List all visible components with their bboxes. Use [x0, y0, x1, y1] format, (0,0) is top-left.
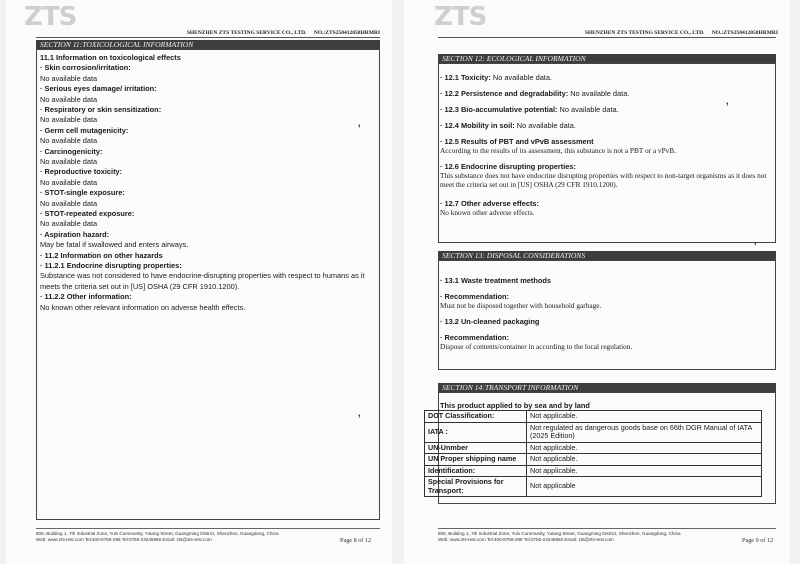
header-rule	[36, 37, 380, 38]
body-text: No available data	[40, 198, 98, 208]
document-page-8	[6, 0, 392, 564]
subheading: · 11.2.2 Other information:	[40, 292, 132, 302]
subheading: · STOT-single exposure:	[40, 188, 125, 198]
table-row	[425, 454, 762, 466]
item-13-2: · 13.2 Un-cleaned packaging	[440, 317, 540, 326]
subheading: · Germ cell mutagenicity:	[40, 125, 129, 135]
body-text: meets the criteria set out in [US] OSHA (29 CFR 1910.1200).	[40, 281, 240, 291]
subheading: · STOT-repeated exposure:	[40, 209, 135, 218]
section-11-title: SECTION 11:TOXICOLOGICAL INFORMATION	[36, 40, 380, 49]
row-label: UN-Unmber	[425, 442, 527, 454]
recommendation-1-text: Must not be disposed together with household garbage.	[440, 301, 602, 310]
item-12-6-text: This substance does not have endocrine disrupting properties with respect to non-target organisms as it does not meet the criteria set out in [US] OSHA (29 CFR 1910.1200).	[440, 171, 767, 189]
item-13-1: · 13.1 Waste treatment methods	[440, 276, 552, 285]
body-text: May be fatal if swallowed and enters airways.	[40, 240, 189, 250]
section-13-title: SECTION 13: DISPOSAL CONSIDERATIONS	[438, 251, 776, 260]
section-12-title: SECTION 12: ECOLOGICAL INFORMATION	[438, 54, 776, 63]
scan-mark: ,	[726, 96, 729, 106]
scan-mark: ,	[358, 118, 361, 128]
item-12-4: · 12.4 Mobility in soil: No available data.	[440, 121, 576, 130]
report-number: NO.:ZTS250412058HRMRI	[711, 30, 778, 36]
subheading: · 11.2.1 Endocrine disrupting properties:	[40, 261, 182, 270]
row-value: Not applicable.	[527, 411, 762, 423]
body-text: No available data	[40, 136, 98, 146]
subheading: · 11.2 Information on other hazards	[40, 250, 163, 260]
item-12-6-label: · 12.6 Endocrine disrupting properties:	[440, 162, 576, 171]
recommendation-1-label: · Recommendation:	[440, 292, 509, 301]
row-label: Special Provisions for Transport:	[425, 477, 527, 497]
recommendation-2-text: Dispose of contents/container in according to the local regulation.	[440, 342, 633, 351]
subheading: · Serious eyes damage/ irritation:	[40, 84, 157, 94]
page-header	[585, 30, 778, 36]
zts-logo: ZTS	[434, 2, 487, 32]
item-12-1: · 12.1 Toxicity: No available data.	[440, 73, 553, 82]
transport-intro: This product applied to by sea and by land	[440, 401, 590, 410]
page-number: Page 8 of 12	[340, 537, 372, 544]
item-12-3: · 12.3 Bio-accumulative potential: No available data.	[440, 105, 619, 114]
row-value: Not applicable	[527, 477, 762, 497]
zts-logo: ZTS	[24, 2, 77, 32]
row-value: Not regulated as dangerous goods base on 66th DGR Manual of IATA (2025 Edition)	[527, 422, 762, 442]
subheading: · Reproductive toxicity:	[40, 167, 123, 177]
row-label: DOT Classification:	[425, 411, 527, 423]
body-text: No available data	[40, 115, 98, 125]
row-label: UN Proper shipping name	[425, 454, 527, 466]
row-value: Not applicable.	[527, 465, 762, 477]
item-12-5-text: According to the results of its assessment, this substance is not a PBT or a vPvB.	[440, 146, 676, 155]
table-row	[425, 442, 762, 454]
footer-rule	[36, 528, 380, 529]
item-12-7-label: · 12.7 Other adverse effects:	[440, 199, 539, 208]
footer-address: 806, Building 1, 7th Industrial Zone, Yulv Community, Yutang Street, Guangming District, Shenzhen, Guangdong, China	[438, 531, 681, 536]
body-text: No available data	[40, 157, 98, 166]
transport-table	[424, 410, 762, 497]
body-text: No available data	[40, 73, 98, 83]
item-12-7-text: No known other adverse effects.	[440, 208, 535, 217]
table-row	[425, 477, 762, 497]
company-name: SHENZHEN ZTS TESTING SERVICE CO., LTD.	[186, 30, 307, 36]
body-text: Substance was not considered to have endocrine-disrupting properties with respect to humans as it	[40, 271, 365, 281]
row-label: IATA :	[425, 422, 527, 442]
document-page-9	[404, 0, 790, 564]
header-rule	[438, 37, 776, 38]
footer-contact: Web: www.zts-test.com Tel:400-8768-298 Tel:0755-23245950 Email: zts@zts-test.com	[36, 537, 212, 542]
table-row	[425, 422, 762, 442]
item-12-5-label: · 12.5 Results of PBT and vPvB assessment	[440, 137, 594, 146]
page-footer	[438, 531, 681, 543]
section-14-title: SECTION 14:TRANSPORT INFORMATION	[438, 383, 776, 392]
footer-address: 806, Building 1, 7th Industrial Zone, Yulv Community, Yutang Street, Guangming District, Shenzhen, Guangdong, China	[36, 531, 279, 536]
body-text: No available data	[40, 177, 98, 187]
company-name: SHENZHEN ZTS TESTING SERVICE CO., LTD.	[584, 30, 705, 36]
table-row	[425, 465, 762, 477]
page-number: Page 9 of 12	[742, 537, 774, 544]
footer-contact: Web: www.zts-test.com Tel:400-8768-298 Tel:0755-23245950 Email: zts@zts-test.com	[438, 537, 614, 542]
row-value: Not applicable.	[527, 442, 762, 454]
page-footer	[36, 531, 279, 543]
subheading: 11.1 Information on toxicological effects	[40, 53, 181, 62]
scan-mark: ,	[754, 236, 757, 246]
subheading: · Aspiration hazard:	[40, 229, 110, 239]
report-number: NO.:ZTS250412058HRMRI	[313, 30, 380, 36]
body-text: No available data	[40, 219, 98, 229]
body-text: No known other relevant information on adverse health effects.	[40, 302, 246, 312]
page-header	[187, 30, 380, 36]
subheading: · Respiratory or skin sensitization:	[40, 105, 162, 114]
subheading: · Carcinogenicity:	[40, 146, 103, 156]
footer-rule	[438, 528, 776, 529]
row-label: Identification:	[425, 465, 527, 477]
subheading: · Skin corrosion/irritation:	[40, 63, 131, 73]
recommendation-2-label: · Recommendation:	[440, 333, 509, 342]
table-row	[425, 411, 762, 423]
scan-mark: ,	[358, 408, 361, 418]
body-text: No available data	[40, 94, 98, 104]
item-12-2: · 12.2 Persistence and degradability: No available data.	[440, 89, 630, 98]
row-value: Not applicable.	[527, 454, 762, 466]
